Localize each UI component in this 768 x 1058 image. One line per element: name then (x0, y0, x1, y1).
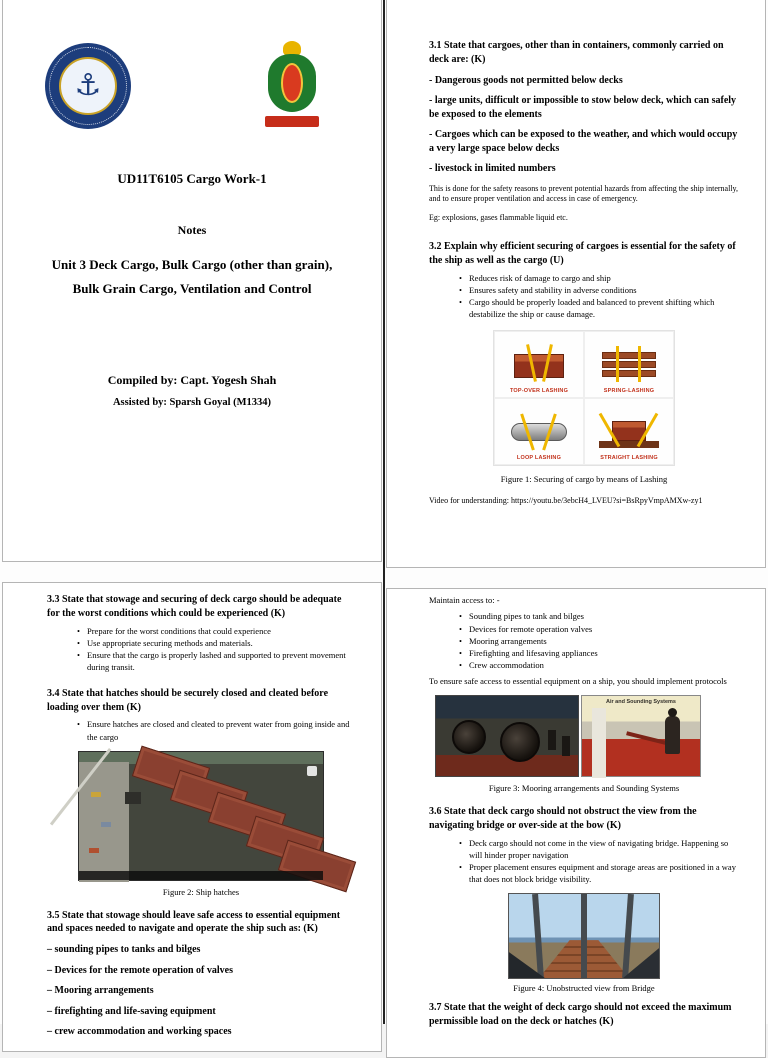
bullet-item: • Devices for remote operation valves (459, 623, 739, 635)
dock-vehicle (91, 792, 101, 797)
person-silhouette (665, 716, 680, 754)
pillar (592, 708, 606, 778)
s31-item: - large units, difficult or impossible to stow below deck, which can safely be exposed to the elements (429, 95, 737, 120)
winch-drum (452, 720, 486, 754)
window-mullion (581, 894, 587, 978)
figure-3-caption: Figure 3: Mooring arrangements and Sounding Systems (488, 783, 680, 794)
video-link[interactable]: Video for understanding: https://youtu.be/3ebcH4_LVEU?si=BsRpyVmpAMXw-zy1 (429, 495, 703, 505)
crane-cab (125, 792, 141, 804)
figure-1-caption: Figure 1: Securing of cargo by means of Lashing (500, 473, 668, 484)
section-3-4-heading: 3.4 State that hatches should be securely closed and cleated before loading over them (K) (47, 687, 329, 713)
maintain-bullet-list (429, 610, 739, 670)
lashing-label: SPRING-LASHING (603, 387, 655, 394)
figure-3-photos (435, 695, 739, 777)
s35-item: – firefighting and life-saving equipment (47, 1005, 216, 1017)
section-3-3-heading: 3.3 State that stowage and securing of deck cargo should be adequate for the worst conditions which could be experienced (K) (47, 594, 342, 619)
bullet-item: • Cargo should be properly loaded and balanced to prevent shifting which destabilize the ship or cause damage. (459, 296, 739, 320)
air-sounding-photo (581, 695, 701, 777)
course-title: UD11T6105 Cargo Work-1 (117, 171, 267, 186)
lashing-cell-top-over (494, 331, 584, 398)
section-3-6-heading: 3.6 State that deck cargo should not obstruct the view from the navigating bridge or over-side at the bow (K) (429, 806, 697, 832)
bullet-item: • Ensure hatches are closed and cleated to prevent water from going inside and the cargo (77, 718, 355, 742)
dock-vehicle (89, 848, 99, 853)
bollard (548, 730, 556, 750)
straight-lashing-art (594, 409, 664, 451)
bullet-item: • Crew accommodation (459, 659, 739, 671)
window-mullion (622, 894, 634, 978)
protocol-line: To ensure safe access to essential equipment on a ship, you should implement protocols (429, 675, 727, 686)
section-3-5-heading: 3.5 State that stowage should leave safe access to essential equipment and spaces needed to navigate and operate the ship such as: (K) (47, 909, 341, 935)
photo-watermark (307, 766, 317, 776)
window-mullion (532, 894, 544, 978)
s34-bullet-list (47, 718, 355, 742)
page-3 (2, 582, 382, 1052)
s36-bullet-list (429, 837, 739, 885)
maritime-crest-logo (261, 41, 323, 129)
notes-label: Notes (177, 223, 207, 237)
s35-item: – Mooring arrangements (47, 985, 154, 997)
indian-maritime-university-logo (45, 43, 131, 129)
s35-item: – sounding pipes to tanks and bilges (47, 944, 201, 956)
lashing-cell-straight (584, 398, 674, 465)
page-2 (386, 0, 766, 568)
figure-2-ship-hatches-photo (78, 751, 324, 881)
crest-shield (281, 63, 303, 103)
figure-4-caption: Figure 4: Unobstructed view from Bridge (513, 983, 655, 994)
figure-4-bridge-view-photo (508, 893, 660, 979)
page-column-divider (383, 0, 385, 1024)
bullet-item: • Ensure that the cargo is properly lashed and supported to prevent movement during transit. (77, 649, 355, 673)
crest-wreath (268, 54, 316, 112)
bullet-item: • Prepare for the worst conditions that could experience (77, 625, 355, 637)
anchor-icon: ⚓ (74, 68, 102, 103)
lashing-label: STRAIGHT LASHING (600, 454, 658, 461)
bullet-item: • Reduces risk of damage to cargo and ship (459, 272, 739, 284)
lashing-cell-loop (494, 398, 584, 465)
figure-2-caption: Figure 2: Ship hatches (162, 886, 240, 897)
photo-bottom-bar (79, 871, 323, 880)
sounding-pipe (626, 731, 666, 745)
s31-item: - livestock in limited numbers (429, 163, 556, 175)
s32-bullet-list (429, 272, 739, 320)
bullet-item: • Ensures safety and stability in adverse conditions (459, 284, 739, 296)
imu-logo-inner (59, 57, 117, 115)
loop-lashing-art (504, 409, 574, 451)
unit-title-line1: Unit 3 Deck Cargo, Bulk Cargo (other than grain), (51, 257, 333, 272)
s31-paragraph: This is done for the safety reasons to prevent potential hazards from affecting the ship internally, and to ensure proper ventilation and access in case of emergency. (429, 183, 739, 204)
figure-1-lashing-diagram (493, 330, 675, 466)
section-3-7-heading: 3.7 State that the weight of deck cargo should not exceed the maximum permissible load on the deck or hatches (K) (429, 1002, 732, 1027)
s31-example: Eg: explosions, gases flammable liquid etc. (429, 213, 568, 223)
bullet-item: • Sounding pipes to tank and bilges (459, 610, 739, 622)
top-over-lashing-art (504, 342, 574, 384)
mooring-winches-photo (435, 695, 579, 777)
bollard (562, 736, 570, 756)
photo-label: Air and Sounding Systems (606, 699, 676, 706)
bullet-item: • Use appropriate securing methods and materials. (77, 637, 355, 649)
s33-bullet-list (47, 625, 355, 673)
unit-title-line2: Bulk Grain Cargo, Ventilation and Control (72, 281, 312, 296)
s35-item: – crew accommodation and working spaces (47, 1026, 232, 1038)
lashing-label: TOP-OVER LASHING (509, 387, 569, 394)
s31-item: - Dangerous goods not permitted below decks (429, 74, 623, 86)
winch-drum (500, 722, 540, 762)
lashing-label: LOOP LASHING (516, 454, 562, 461)
lashing-cell-spring (584, 331, 674, 398)
dock-vehicle (101, 822, 111, 827)
section-3-2-heading: 3.2 Explain why efficient securing of cargoes is essential for the safety of the ship as well as the cargo (U) (429, 240, 736, 266)
bullet-item: • Mooring arrangements (459, 635, 739, 647)
section-3-1-heading: 3.1 State that cargoes, other than in containers, commonly carried on deck are: (K) (429, 40, 724, 65)
spring-lashing-art (594, 342, 664, 384)
page-1-title (2, 0, 382, 562)
bullet-item: • Proper placement ensures equipment and storage areas are positioned in a way that does not block bridge visibility. (459, 861, 739, 885)
compiled-by: Compiled by: Capt. Yogesh Shah (107, 373, 277, 387)
assisted-by: Assisted by: Sparsh Goyal (M1334) (112, 397, 272, 408)
maintain-access-heading: Maintain access to: - (429, 595, 500, 605)
bullet-item: • Firefighting and lifesaving appliances (459, 647, 739, 659)
crest-ribbon (265, 116, 319, 127)
page-4 (386, 588, 766, 1058)
s31-item: - Cargoes which can be exposed to the weather, and which would occupy a very large space below decks (429, 129, 738, 154)
bullet-item: • Deck cargo should not come in the view of navigating bridge. Happening so will hinder proper navigation (459, 837, 739, 861)
s35-item: – Devices for the remote operation of valves (47, 964, 233, 976)
